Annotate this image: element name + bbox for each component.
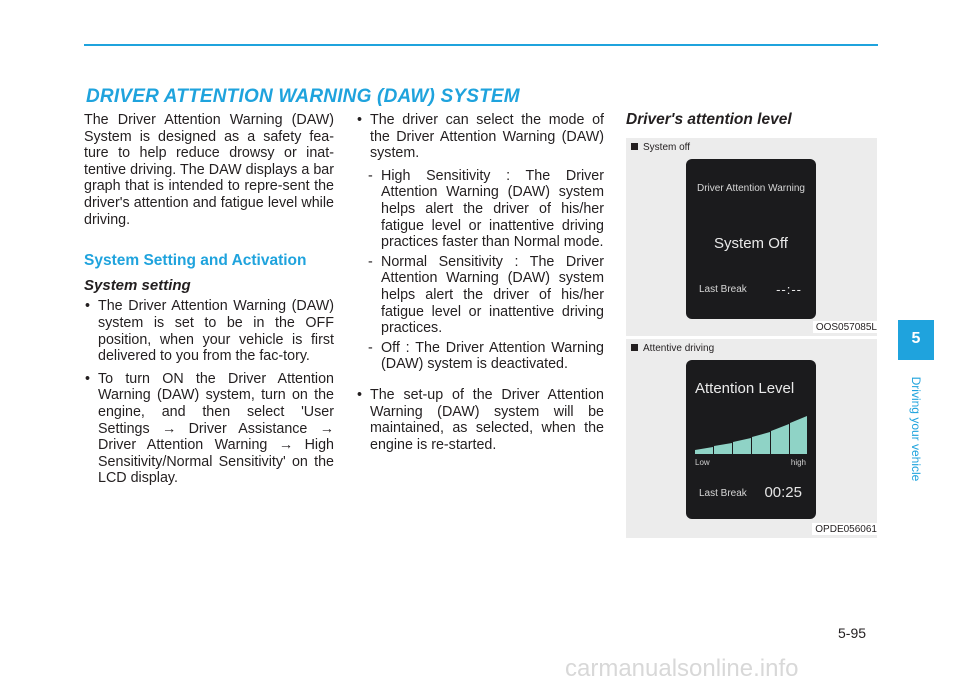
level-bar-4 — [752, 432, 770, 454]
lcd-title: Driver Attention Warning — [696, 183, 805, 194]
square-bullet-icon — [631, 344, 638, 351]
level-bar-2 — [714, 443, 732, 454]
subheading-system-setting: System setting — [84, 276, 191, 294]
lcd-time: --:-- — [776, 282, 802, 297]
figure-label: Attentive driving — [631, 343, 714, 354]
header-rule — [84, 44, 878, 46]
lcd-status: System Off — [714, 235, 788, 252]
level-bar-3 — [733, 438, 751, 454]
level-bar-5 — [771, 424, 789, 454]
level-bar-6 — [790, 416, 807, 454]
chapter-side-label: Driving your vehicle — [909, 376, 923, 482]
figure-label: System off — [631, 142, 690, 153]
mode-high-sensitivity: - High Sensitivity : The Driver Attention Warning (DAW) system helps alert the driver of his/her fatigue level or inattentive driving practices faster than Normal mode. — [368, 167, 604, 251]
figure-code: OOS057085L — [813, 321, 877, 333]
lcd-display — [686, 360, 816, 519]
bullet-select-mode: • The driver can select the mode of the Driver Attention Warning (DAW) system. — [356, 112, 604, 162]
attention-level-bar-graph — [695, 414, 809, 454]
watermark: carmanualsonline.info — [565, 655, 799, 682]
heading-system-setting-activation: System Setting and Activation — [84, 252, 307, 270]
bullet-setup-maintained: • The set-up of the Driver Attention Warning (DAW) system will be maintained, as selected, when the engine is re-started. — [356, 387, 604, 453]
lcd-title: Attention Level — [695, 380, 795, 397]
bullet-turn-on: • To turn ON the Driver Attention Warning (DAW) system, turn on the engine, and then select 'User Settings → Driver Assistance → Driver Attention Warning → High Sensitivity/Normal Sensitivity' on the LCD display. — [84, 371, 334, 487]
figure-section-title: Driver's attention level — [626, 111, 792, 128]
lcd-last-break-label: Last Break — [699, 488, 747, 499]
lcd-time: 00:25 — [764, 484, 802, 501]
page-number: 5-95 — [838, 625, 867, 641]
lcd-display — [686, 159, 816, 319]
lcd-last-break-label: Last Break — [699, 284, 747, 295]
level-high-label: high — [790, 458, 806, 467]
level-bar-1 — [695, 447, 713, 454]
figure-attentive-driving — [626, 339, 877, 538]
column-1 — [84, 112, 334, 493]
bullet-default-off: • The Driver Attention Warning (DAW) system is set to be in the OFF position, when your vehicle is first delivered to you from the fac-tory. — [84, 298, 334, 364]
section-title: DRIVER ATTENTION WARNING (DAW) SYSTEM — [86, 86, 520, 107]
square-bullet-icon — [631, 143, 638, 150]
figure-code: OPDE056061 — [812, 523, 877, 535]
level-low-label: Low — [695, 458, 710, 467]
intro-paragraph: The Driver Attention Warning (DAW) System is designed as a safety fea-ture to help reduce drowsy or inat-tentive driving. The DAW displays a bar graph that is intended to repre-sent the driver's attention and fatigue level while driving. — [84, 112, 334, 228]
figure-system-off — [626, 138, 877, 336]
chapter-tab: 5 — [898, 320, 934, 360]
mode-normal-sensitivity: - Normal Sensitivity : The Driver Attention Warning (DAW) system helps alert the driver of his/her fatigue level or inattentive driving practices. — [368, 253, 604, 337]
mode-off: - Off : The Driver Attention Warning (DAW) system is deactivated. — [368, 339, 604, 373]
column-2 — [356, 112, 604, 459]
